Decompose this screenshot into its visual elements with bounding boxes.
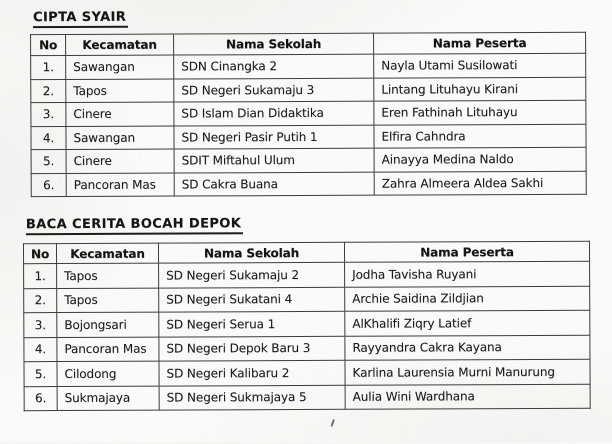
- cell-kecamatan: Tapos: [57, 288, 159, 313]
- cell-no: 5.: [31, 150, 66, 174]
- cell-peserta: Rayyandra Cakra Kayana: [345, 335, 590, 361]
- cell-kecamatan: Pancoran Mas: [57, 337, 159, 362]
- cell-no: 3.: [24, 313, 57, 338]
- cell-peserta: Aulia Wini Wardhana: [345, 384, 590, 410]
- cell-sekolah: SDN Cinangka 2: [174, 54, 374, 78]
- cipta-syair-table: [30, 32, 587, 197]
- column-header-nama-peserta: Nama Peserta: [344, 241, 589, 262]
- cell-peserta: AlKhalifi Ziqry Latief: [345, 310, 590, 336]
- cell-no: 4.: [24, 337, 57, 362]
- cell-peserta: Archie Saidina Zildjian: [345, 286, 590, 312]
- column-header-nama-peserta: Nama Peserta: [374, 32, 586, 54]
- cell-sekolah: SD Negeri Depok Baru 3: [159, 336, 345, 361]
- table-header-row: [31, 32, 586, 55]
- cell-sekolah: SDIT Miftahul Ulum: [174, 148, 374, 172]
- cell-sekolah: SD Negeri Sukatani 4: [159, 287, 345, 312]
- cell-kecamatan: Sawangan: [66, 126, 174, 150]
- column-header-no: No: [23, 244, 56, 264]
- table-row: [24, 261, 590, 288]
- cell-sekolah: SD Negeri Sukamaju 3: [174, 78, 374, 102]
- cell-peserta: Ainayya Medina Naldo: [374, 147, 586, 171]
- cell-no: 2.: [31, 79, 66, 103]
- cell-sekolah: SD Negeri Pasir Putih 1: [174, 125, 374, 149]
- table-row: [31, 124, 586, 150]
- column-header-kecamatan: Kecamatan: [56, 243, 158, 263]
- table-row: [31, 147, 586, 173]
- cell-sekolah: SD Islam Dian Didaktika: [174, 101, 374, 125]
- cell-peserta: Karlina Laurensia Murni Manurung: [345, 359, 590, 385]
- section-title-cipta-syair: CIPTA SYAIR: [33, 10, 128, 28]
- column-header-nama-sekolah: Nama Sekolah: [158, 242, 344, 263]
- cell-kecamatan: Bojongsari: [57, 312, 159, 337]
- cell-kecamatan: Cinere: [66, 102, 174, 126]
- scan-artifact-mark: [330, 419, 334, 427]
- table-row: [31, 171, 586, 197]
- cell-kecamatan: Tapos: [57, 263, 159, 288]
- cell-peserta: Nayla Utami Susilowati: [374, 53, 586, 77]
- cell-peserta: Jodha Tavisha Ruyani: [345, 261, 590, 287]
- cell-no: 1.: [24, 264, 57, 289]
- cell-no: 3.: [31, 103, 66, 127]
- table-row: [24, 310, 590, 337]
- cell-kecamatan: Pancoran Mas: [66, 173, 174, 197]
- cell-sekolah: SD Cakra Buana: [174, 172, 374, 196]
- table-row: [24, 335, 590, 362]
- cell-kecamatan: Tapos: [66, 79, 174, 103]
- column-header-nama-sekolah: Nama Sekolah: [174, 33, 374, 55]
- table-row: [31, 77, 586, 103]
- cell-kecamatan: Sawangan: [66, 55, 174, 79]
- cell-no: 1.: [31, 56, 66, 80]
- cell-no: 2.: [24, 288, 57, 313]
- cell-peserta: Elfira Cahndra: [374, 124, 586, 148]
- cell-peserta: Eren Fathinah Lituhayu: [374, 100, 586, 124]
- baca-cerita-table: [23, 241, 591, 411]
- cell-no: 6.: [24, 386, 57, 411]
- cell-no: 5.: [24, 362, 57, 387]
- column-header-kecamatan: Kecamatan: [66, 34, 174, 55]
- cell-peserta: Zahra Almeera Aldea Sakhi: [374, 171, 586, 195]
- table-header-row: [23, 241, 589, 263]
- column-header-no: No: [31, 35, 66, 56]
- cell-no: 4.: [31, 126, 66, 150]
- cell-no: 6.: [31, 173, 66, 197]
- cell-sekolah: SD Negeri Serua 1: [159, 311, 345, 336]
- cell-kecamatan: Sukmajaya: [57, 386, 159, 411]
- table-row: [31, 100, 586, 126]
- table-row: [24, 359, 590, 386]
- cell-peserta: Lintang Lituhayu Kirani: [374, 77, 586, 101]
- cell-sekolah: SD Negeri Kalibaru 2: [159, 360, 345, 385]
- table-row: [31, 53, 586, 79]
- table-row: [24, 384, 590, 411]
- cell-sekolah: SD Negeri Sukmajaya 5: [159, 385, 345, 410]
- cell-kecamatan: Cinere: [66, 149, 174, 173]
- cell-sekolah: SD Negeri Sukamaju 2: [159, 262, 345, 287]
- section-title-baca-cerita-bocah-depok: BACA CERITA BOCAH DEPOK: [26, 216, 243, 235]
- table-row: [24, 286, 590, 313]
- cell-kecamatan: Cilodong: [57, 361, 159, 386]
